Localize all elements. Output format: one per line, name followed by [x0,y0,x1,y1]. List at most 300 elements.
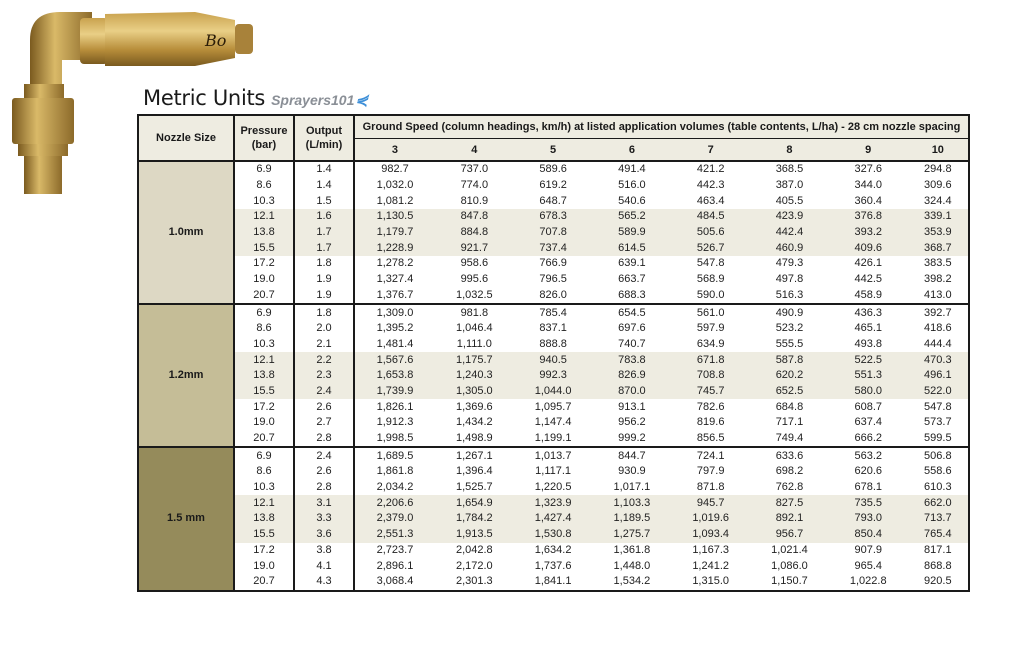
volume-cell: 1,427.4 [514,511,593,527]
volume-cell: 707.8 [514,225,593,241]
volume-cell: 698.2 [775,465,804,478]
volume-cell: 463.4 [696,194,725,207]
output-cell: 2.7 [294,415,354,431]
volume-cell: 309.6 [924,179,952,192]
table-row [138,464,969,480]
volume-cell: 1,396.4 [455,465,493,478]
volume-cell: 678.3 [514,209,593,225]
volume-cell: 930.9 [618,465,646,478]
volume-cell: 826.9 [593,368,672,384]
volume-cell: 458.9 [829,288,908,305]
pressure-cell: 15.5 [234,240,294,256]
volume-cell: 610.3 [924,481,952,494]
volume-cell: 436.3 [854,306,882,319]
header-speed-4: 4 [435,139,514,162]
pressure-cell: 15.5 [234,384,294,400]
volume-cell: 992.3 [514,368,593,384]
volume-cell: 1,111.0 [456,337,492,350]
volume-cell: 1,130.5 [354,209,435,225]
volume-cell: 294.8 [924,163,952,176]
volume-cell: 648.7 [539,194,567,207]
table-row [138,368,969,384]
volume-cell: 797.9 [696,465,725,478]
volume-cell: 368.5 [775,163,804,176]
volume-cell: 479.3 [775,257,804,270]
volume-cell: 1,530.8 [514,527,593,543]
brand-name: Sprayers101 [271,92,355,108]
volume-cell: 1,240.3 [435,368,514,384]
table-row [138,384,969,400]
volume-cell: 999.2 [593,431,672,448]
pressure-cell: 12.1 [234,209,294,225]
volume-cell: 1,022.8 [829,574,908,591]
volume-cell: 1,305.0 [435,384,514,400]
pressure-cell: 6.9 [234,304,294,321]
volume-cell: 982.7 [381,163,409,176]
output-cell: 1.4 [294,161,354,178]
header-output-unit: (L/min) [305,139,343,151]
volume-cell: 460.9 [750,240,829,256]
volume-cell: 392.7 [924,306,952,319]
volume-cell: 1,998.5 [354,431,435,448]
volume-cell: 1,689.5 [376,449,414,462]
header-speed-6: 6 [593,139,672,162]
volume-cell: 1,861.8 [376,465,414,478]
header-speed-10: 10 [908,139,969,162]
volume-cell: 678.1 [854,481,882,494]
brand-logo [271,91,368,109]
volume-cell: 717.1 [775,416,804,429]
volume-cell: 652.5 [750,384,829,400]
volume-cell: 2,034.2 [376,481,414,494]
volume-cell: 1,267.1 [455,449,493,462]
volume-cell: 1,278.2 [376,257,414,270]
volume-cell: 442.3 [696,179,725,192]
output-cell: 4.3 [294,574,354,591]
volume-cell: 1,046.4 [455,322,493,335]
volume-cell: 1,150.7 [750,574,829,591]
pressure-cell: 13.8 [234,511,294,527]
pressure-cell: 19.0 [234,272,294,288]
volume-cell: 1,481.4 [376,337,414,350]
volume-cell: 817.1 [924,543,952,556]
pressure-cell: 19.0 [234,415,294,431]
output-cell: 3.6 [294,527,354,543]
volume-cell: 868.8 [924,559,952,572]
table-row [138,431,969,448]
volume-cell: 1,534.2 [593,574,672,591]
volume-cell: 1,376.7 [354,288,435,305]
output-cell: 1.9 [294,288,354,305]
volume-cell: 413.0 [908,288,969,305]
output-cell: 1.8 [294,256,354,272]
table-row [138,447,969,464]
pressure-cell: 10.3 [234,193,294,209]
table-row [138,543,969,559]
volume-cell: 1,327.4 [376,273,414,286]
volume-cell: 666.2 [829,431,908,448]
header-nozzle-size: Nozzle Size [138,115,234,161]
table-row [138,399,969,415]
table-row [138,256,969,272]
volume-cell: 956.7 [750,527,829,543]
pressure-cell: 20.7 [234,288,294,305]
volume-cell: 516.3 [750,288,829,305]
volume-cell: 663.7 [618,273,646,286]
volume-cell: 819.6 [696,416,725,429]
pressure-cell: 8.6 [234,464,294,480]
volume-cell: 633.6 [775,449,804,462]
volume-cell: 1,434.2 [455,416,493,429]
volume-cell: 762.8 [775,481,804,494]
volume-cell: 708.8 [671,368,750,384]
pressure-cell: 17.2 [234,399,294,415]
pressure-cell: 20.7 [234,431,294,448]
volume-cell: 561.0 [696,306,725,319]
volume-cell: 921.7 [435,240,514,256]
volume-cell: 614.5 [593,240,672,256]
volume-cell: 956.2 [618,416,646,429]
output-cell: 2.3 [294,368,354,384]
volume-cell: 871.8 [696,481,725,494]
output-cell: 1.7 [294,240,354,256]
volume-cell: 398.2 [924,273,952,286]
pressure-cell: 17.2 [234,256,294,272]
pressure-cell: 12.1 [234,352,294,368]
pressure-cell: 8.6 [234,178,294,194]
output-cell: 2.1 [294,337,354,353]
output-cell: 2.6 [294,399,354,415]
output-cell: 1.8 [294,304,354,321]
volume-cell: 547.8 [924,400,952,413]
volume-cell: 324.4 [924,194,952,207]
volume-cell: 785.4 [539,306,567,319]
table-row [138,304,969,321]
pressure-cell: 17.2 [234,543,294,559]
nozzle-size-cell: 1.0mm [138,161,234,304]
pressure-cell: 13.8 [234,368,294,384]
volume-cell: 749.4 [750,431,829,448]
table-row [138,193,969,209]
volume-cell: 1,654.9 [435,495,514,511]
volume-cell: 783.8 [593,352,672,368]
volume-cell: 423.9 [750,209,829,225]
volume-cell: 1,103.3 [593,495,672,511]
table-row [138,574,969,591]
pressure-cell: 10.3 [234,480,294,496]
title-block [143,86,368,110]
volume-cell: 608.7 [854,400,882,413]
volume-cell: 491.4 [618,163,646,176]
volume-cell: 745.7 [671,384,750,400]
volume-cell: 1,739.9 [354,384,435,400]
volume-cell: 995.6 [460,273,489,286]
volume-cell: 724.1 [696,449,725,462]
volume-cell: 2,042.8 [455,543,493,556]
output-cell: 2.8 [294,431,354,448]
volume-cell: 383.5 [924,257,952,270]
volume-cell: 426.1 [854,257,882,270]
header-output-label: Output [305,125,343,137]
volume-cell: 1,653.8 [354,368,435,384]
volume-cell: 2,301.3 [435,574,514,591]
volume-cell: 1,017.1 [613,481,651,494]
volume-cell: 1,095.7 [534,400,572,413]
volume-cell: 409.6 [829,240,908,256]
volume-cell: 506.8 [924,449,952,462]
volume-cell: 393.2 [829,225,908,241]
volume-cell: 1,912.3 [376,416,414,429]
volume-cell: 684.8 [775,400,804,413]
volume-cell: 1,737.6 [534,559,572,572]
table-row [138,337,969,353]
volume-cell: 782.6 [696,400,725,413]
volume-cell: 697.6 [618,322,646,335]
volume-cell: 940.5 [514,352,593,368]
volume-cell: 844.7 [618,449,646,462]
volume-cell: 1,634.2 [534,543,572,556]
page-title: Metric Units [143,86,266,110]
volume-cell: 870.0 [593,384,672,400]
table-row [138,495,969,511]
pressure-cell: 12.1 [234,495,294,511]
header-speed-8: 8 [750,139,829,162]
volume-cell: 523.2 [775,322,804,335]
volume-cell: 565.2 [593,209,672,225]
volume-cell: 810.9 [460,194,489,207]
volume-cell: 339.1 [908,209,969,225]
volume-cell: 1,179.7 [354,225,435,241]
volume-cell: 442.4 [750,225,829,241]
volume-cell: 580.0 [829,384,908,400]
volume-cell: 563.2 [854,449,882,462]
table-row [138,288,969,305]
volume-cell: 1,826.1 [376,400,414,413]
volume-cell: 1,913.5 [435,527,514,543]
pressure-cell: 13.8 [234,225,294,241]
volume-cell: 522.0 [908,384,969,400]
volume-cell: 599.5 [908,431,969,448]
volume-cell: 555.5 [775,337,804,350]
volume-cell: 1,567.6 [354,352,435,368]
volume-cell: 344.0 [854,179,882,192]
header-pressure-unit: (bar) [251,139,277,151]
volume-cell: 590.0 [671,288,750,305]
volume-cell: 688.3 [593,288,672,305]
volume-cell: 1,032.5 [435,288,514,305]
volume-cell: 796.5 [539,273,567,286]
output-cell: 2.4 [294,384,354,400]
output-cell: 1.5 [294,193,354,209]
header-speed-7: 7 [671,139,750,162]
brand-wave-icon: ⋞ [355,92,368,109]
volume-cell: 1,167.3 [692,543,730,556]
volume-cell: 1,369.6 [455,400,493,413]
table-row [138,225,969,241]
pressure-cell: 15.5 [234,527,294,543]
volume-cell: 497.8 [775,273,804,286]
volume-cell: 634.9 [696,337,725,350]
volume-cell: 442.5 [854,273,882,286]
table-row [138,272,969,288]
pressure-cell: 6.9 [234,447,294,464]
svg-text:Bo: Bo [205,31,227,50]
volume-cell: 526.7 [671,240,750,256]
output-cell: 2.0 [294,321,354,337]
volume-cell: 654.5 [618,306,646,319]
volume-cell: 1,228.9 [354,240,435,256]
volume-cell: 1,241.2 [692,559,730,572]
pressure-cell: 20.7 [234,574,294,591]
volume-cell: 913.1 [618,400,646,413]
volume-cell: 573.7 [924,416,952,429]
volume-cell: 619.2 [539,179,567,192]
volume-cell: 522.5 [829,352,908,368]
volume-cell: 737.4 [514,240,593,256]
volume-cell: 1,448.0 [613,559,651,572]
volume-cell: 1,086.0 [771,559,808,572]
output-cell: 1.7 [294,225,354,241]
nozzle-size-cell: 1.2mm [138,304,234,447]
volume-cell: 1,275.7 [593,527,672,543]
volume-cell: 405.5 [775,194,804,207]
volume-cell: 888.8 [539,337,567,350]
output-cell: 2.4 [294,447,354,464]
volume-cell: 856.5 [671,431,750,448]
table-row [138,321,969,337]
volume-cell: 1,081.2 [376,194,414,207]
volume-cell: 516.0 [618,179,646,192]
volume-cell: 837.1 [539,322,567,335]
header-speed-9: 9 [829,139,908,162]
volume-cell: 1,199.1 [514,431,593,448]
volume-cell: 2,206.6 [354,495,435,511]
volume-cell: 765.4 [908,527,969,543]
table-row [138,209,969,225]
volume-cell: 907.9 [854,543,882,556]
volume-cell: 735.5 [829,495,908,511]
volume-cell: 551.3 [829,368,908,384]
volume-cell: 1,175.7 [435,352,514,368]
volume-cell: 827.5 [750,495,829,511]
volume-cell: 2,379.0 [354,511,435,527]
volume-cell: 1,361.8 [613,543,651,556]
volume-cell: 2,723.7 [376,543,414,556]
volume-cell: 740.7 [618,337,646,350]
volume-cell: 589.6 [539,163,567,176]
volume-cell: 493.8 [854,337,882,350]
volume-cell: 671.8 [671,352,750,368]
volume-cell: 1,395.2 [376,322,414,335]
table-row [138,558,969,574]
table-row [138,352,969,368]
volume-cell: 2,551.3 [354,527,435,543]
header-pressure [234,115,294,161]
volume-cell: 620.2 [750,368,829,384]
output-cell: 1.4 [294,178,354,194]
volume-cell: 1,309.0 [376,306,414,319]
output-cell: 2.2 [294,352,354,368]
table-row [138,178,969,194]
pressure-cell: 6.9 [234,161,294,178]
volume-cell: 418.6 [924,322,952,335]
output-cell: 3.1 [294,495,354,511]
volume-cell: 1,784.2 [435,511,514,527]
header-speed-5: 5 [514,139,593,162]
volume-cell: 713.7 [908,511,969,527]
metric-nozzle-table [137,114,970,592]
volume-cell: 368.7 [908,240,969,256]
volume-cell: 892.1 [750,511,829,527]
volume-cell: 1,220.5 [534,481,572,494]
volume-cell: 1,117.1 [535,465,572,478]
volume-cell: 1,315.0 [671,574,750,591]
output-cell: 1.6 [294,209,354,225]
table-row [138,161,969,178]
nozzle-size-cell: 1.5 mm [138,447,234,590]
volume-cell: 1,021.4 [771,543,808,556]
volume-cell: 1,013.7 [534,449,572,462]
volume-cell: 884.8 [435,225,514,241]
header-output [294,115,354,161]
output-cell: 3.3 [294,511,354,527]
pressure-cell: 10.3 [234,337,294,353]
volume-cell: 376.8 [829,209,908,225]
output-cell: 3.8 [294,543,354,559]
header-ground-speed: Ground Speed (column headings, km/h) at listed application volumes (table contents, L/ha) - 28 cm nozzle spacing [354,115,969,139]
volume-cell: 1,525.7 [455,481,493,494]
volume-cell: 589.9 [593,225,672,241]
volume-cell: 620.6 [854,465,882,478]
volume-cell: 505.6 [671,225,750,241]
volume-cell: 958.6 [460,257,489,270]
output-cell: 1.9 [294,272,354,288]
volume-cell: 774.0 [460,179,489,192]
header-pressure-label: Pressure [240,125,288,137]
volume-cell: 1,019.6 [671,511,750,527]
table-row [138,511,969,527]
output-cell: 4.1 [294,558,354,574]
volume-cell: 540.6 [618,194,646,207]
volume-cell: 490.9 [775,306,804,319]
volume-cell: 737.0 [460,163,489,176]
volume-cell: 421.2 [696,163,725,176]
volume-cell: 766.9 [539,257,567,270]
volume-cell: 1,323.9 [514,495,593,511]
volume-cell: 470.3 [908,352,969,368]
volume-cell: 444.4 [924,337,952,350]
output-cell: 2.6 [294,464,354,480]
volume-cell: 387.0 [775,179,804,192]
volume-cell: 1,841.1 [514,574,593,591]
volume-cell: 1,093.4 [671,527,750,543]
volume-cell: 920.5 [908,574,969,591]
volume-cell: 793.0 [829,511,908,527]
volume-cell: 465.1 [854,322,882,335]
volume-cell: 965.4 [854,559,882,572]
volume-cell: 847.8 [435,209,514,225]
volume-cell: 597.9 [696,322,725,335]
volume-cell: 637.4 [854,416,882,429]
volume-cell: 587.8 [750,352,829,368]
volume-cell: 327.6 [854,163,882,176]
header-speed-3: 3 [354,139,435,162]
table-row [138,240,969,256]
volume-cell: 2,172.0 [455,559,493,572]
volume-cell: 945.7 [671,495,750,511]
volume-cell: 1,498.9 [435,431,514,448]
volume-cell: 3,068.4 [354,574,435,591]
